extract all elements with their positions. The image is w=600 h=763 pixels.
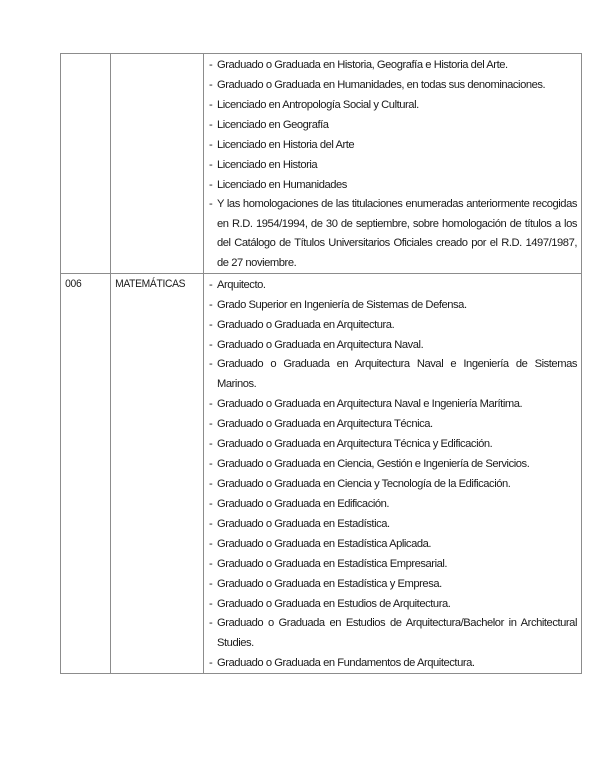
list-item: - Graduado o Graduada en Ciencia y Tecnología de la Edificación. (209, 474, 577, 494)
dash-bullet-icon: - (209, 558, 213, 570)
dash-bullet-icon: - (209, 358, 213, 370)
dash-bullet-icon: - (209, 438, 213, 450)
list-item: - Graduado o Graduada en Arquitectura Naval e Ingeniería Marítima. (209, 394, 577, 414)
list-item: - Graduado o Graduada en Arquitectura Técnica. (209, 414, 577, 434)
dash-bullet-icon: - (209, 339, 213, 351)
dash-bullet-icon: - (209, 617, 213, 629)
subject-code-cell (61, 54, 107, 274)
list-item: - Licenciado en Humanidades (209, 175, 577, 195)
dash-bullet-icon: - (209, 458, 213, 470)
dash-bullet-icon: - (209, 418, 213, 430)
list-item: - Graduado o Graduada en Arquitectura. (209, 315, 577, 335)
list-item: - Graduado o Graduada en Estudios de Arquitectura/Bachelor in Architectural Studies. (209, 614, 577, 653)
list-item: - Graduado o Graduada en Fundamentos de Arquitectura. (209, 653, 577, 673)
dash-bullet-icon: - (209, 657, 213, 669)
dash-bullet-icon: - (209, 119, 213, 131)
dash-bullet-icon: - (209, 99, 213, 111)
list-item: - Licenciado en Antropología Social y Cultural. (209, 95, 577, 115)
list-item: - Licenciado en Historia (209, 155, 577, 175)
list-item: - Graduado o Graduada en Edificación. (209, 494, 577, 514)
dash-bullet-icon: - (209, 299, 213, 311)
dash-bullet-icon: - (209, 598, 213, 610)
list-item: - Arquitecto. (209, 275, 577, 295)
subject-code-cell: 006 (61, 274, 107, 674)
dash-bullet-icon: - (209, 538, 213, 550)
degrees-list (204, 54, 581, 273)
list-item: - Graduado o Graduada en Ciencia, Gestión e Ingeniería de Servicios. (209, 454, 577, 474)
dash-bullet-icon: - (209, 398, 213, 410)
table-row (61, 274, 582, 674)
list-item: - Graduado o Graduada en Arquitectura Técnica y Edificación. (209, 434, 577, 454)
degrees-list-cell (204, 274, 582, 674)
dash-bullet-icon: - (209, 279, 213, 291)
dash-bullet-icon: - (209, 478, 213, 490)
list-item: - Graduado o Graduada en Estadística Aplicada. (209, 534, 577, 554)
dash-bullet-icon: - (209, 498, 213, 510)
subject-name-cell: MATEMÁTICAS (111, 274, 197, 674)
degrees-table (60, 53, 582, 674)
dash-bullet-icon: - (209, 578, 213, 590)
list-item: - Licenciado en Historia del Arte (209, 135, 577, 155)
degrees-list (204, 274, 581, 673)
dash-bullet-icon: - (209, 159, 213, 171)
list-item: - Graduado o Graduada en Estudios de Arquitectura. (209, 594, 577, 614)
list-item: - Graduado o Graduada en Arquitectura Naval e Ingeniería de Sistemas Marinos. (209, 355, 577, 394)
list-item: - Graduado o Graduada en Historia, Geografía e Historia del Arte. (209, 55, 577, 75)
dash-bullet-icon: - (209, 139, 213, 151)
dash-bullet-icon: - (209, 319, 213, 331)
table-row (61, 54, 582, 274)
dash-bullet-icon: - (209, 59, 213, 71)
list-item: - Licenciado en Geografía (209, 115, 577, 135)
subject-name-cell (111, 54, 197, 274)
dash-bullet-icon: - (209, 179, 213, 191)
list-item: - Graduado o Graduada en Humanidades, en todas sus denominaciones. (209, 75, 577, 95)
dash-bullet-icon: - (209, 518, 213, 530)
list-item: - Graduado o Graduada en Estadística. (209, 514, 577, 534)
list-item: - Graduado o Graduada en Arquitectura Naval. (209, 335, 577, 355)
dash-bullet-icon: - (209, 198, 213, 210)
degrees-list-cell (204, 54, 582, 274)
list-item: - Grado Superior en Ingeniería de Sistemas de Defensa. (209, 295, 577, 315)
list-item: - Y las homologaciones de las titulaciones enumeradas anteriormente recogidas en R.D. 1954/1994, de 30 de septiembre, sobre homologación de títulos a los del Catálogo de Títulos Universitarios Oficiales creado por el R.D. 1497/1987, de 27 noviembre. (209, 195, 577, 273)
dash-bullet-icon: - (209, 79, 213, 91)
list-item: - Graduado o Graduada en Estadística y Empresa. (209, 574, 577, 594)
list-item: - Graduado o Graduada en Estadística Empresarial. (209, 554, 577, 574)
